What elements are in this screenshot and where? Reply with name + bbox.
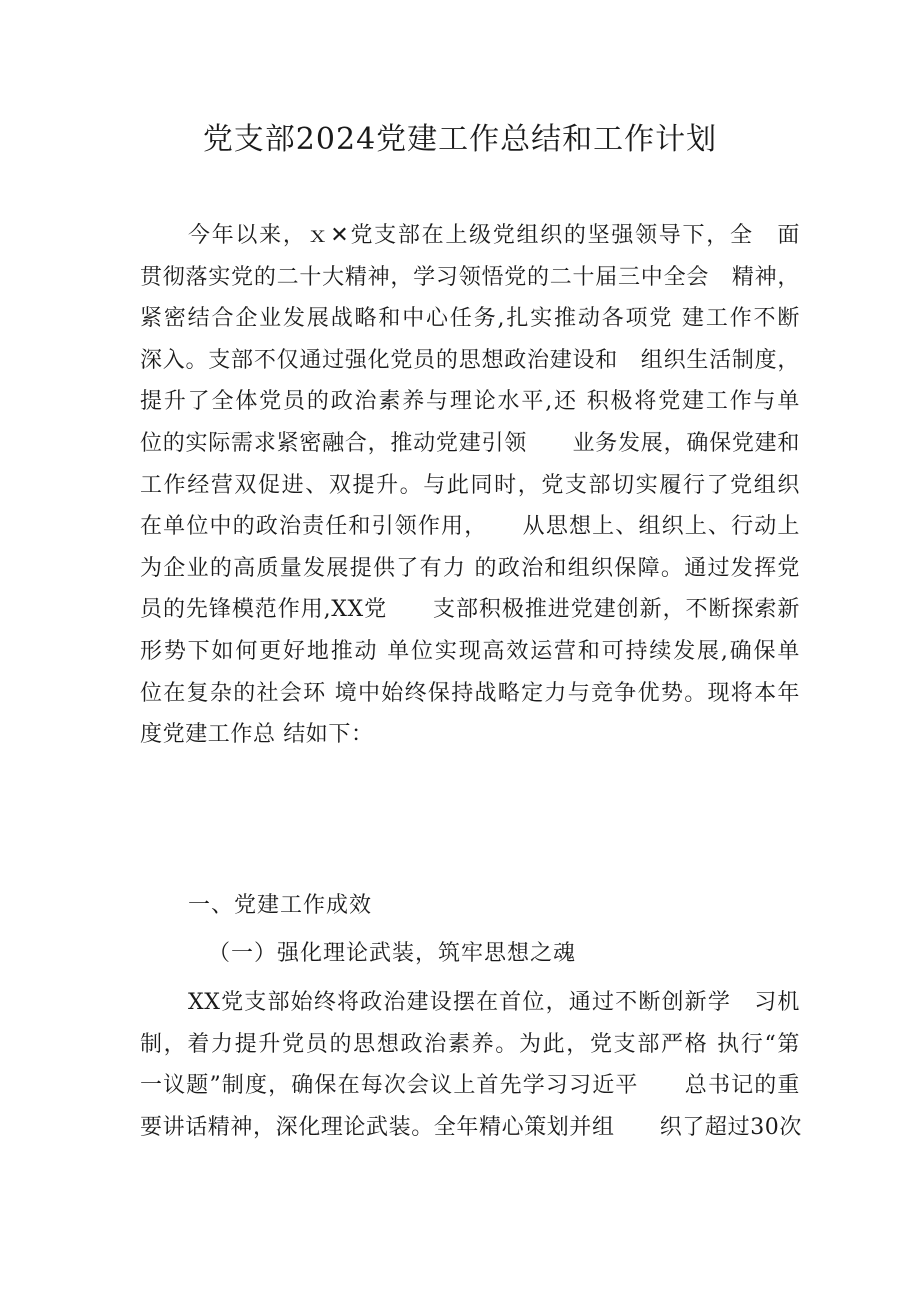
- paragraph-line: 要讲话精神，深化理论武装。全年精心策划并组 织了超过30次: [140, 1114, 802, 1140]
- paragraph-line: 形势下如何更好地推动 单位实现高效运营和可持续发展,确保单: [140, 638, 800, 664]
- paragraph-line: 工作经营双促进、双提升。与此同时，党支部切实履行了党组织: [140, 472, 800, 498]
- section-heading: 一、党建工作成效: [188, 893, 373, 918]
- paragraph-line: 贯彻落实党的二十大精神，学习领悟党的二十届三中全会 精神，: [140, 264, 800, 290]
- paragraph-line: 今年以来，ｘ✕党支部在上级党组织的坚强领导下，全 面: [188, 223, 800, 248]
- paragraph-line: 在单位中的政治责任和引领作用， 从思想上、组织上、行动上: [140, 514, 800, 540]
- paragraph-line: 紧密结合企业发展战略和中心任务,扎实推动各项党 建工作不断: [140, 306, 800, 332]
- paragraph-line: 制，着力提升党员的思想政治素养。为此，党支部严格 执行“第: [140, 1031, 800, 1057]
- subsection-heading: （一）强化理论武装，筑牢思想之魂: [208, 941, 577, 966]
- paragraph-line: XX党支部始终将政治建设摆在首位，通过不断创新学 习机: [188, 990, 800, 1015]
- paragraph-line: 位在复杂的社会环 境中始终保持战略定力与竞争优势。现将本年: [140, 680, 800, 706]
- intro-paragraph: [140, 215, 800, 756]
- body-paragraph: [140, 982, 800, 1148]
- document-title: 党支部2024党建工作总结和工作计划: [202, 122, 718, 157]
- paragraph-line: 为企业的高质量发展提供了有力 的政治和组织保障。通过发挥党: [140, 555, 800, 581]
- paragraph-line: 位的实际需求紧密融合，推动党建引领 业务发展，确保党建和: [140, 430, 800, 456]
- paragraph-line: 提升了全体党员的政治素养与理论水平,还 积极将党建工作与单: [140, 389, 800, 415]
- paragraph-line: 一议题”制度，确保在每次会议上首先学习习近平 总书记的重: [140, 1073, 800, 1099]
- paragraph-line: 度党建工作总 结如下：: [140, 722, 374, 748]
- paragraph-line: 员的先锋模范作用,XX党 支部积极推进党建创新，不断探索新: [140, 597, 800, 623]
- paragraph-line: 深入。支部不仅通过强化党员的思想政治建设和 组织生活制度，: [140, 347, 800, 373]
